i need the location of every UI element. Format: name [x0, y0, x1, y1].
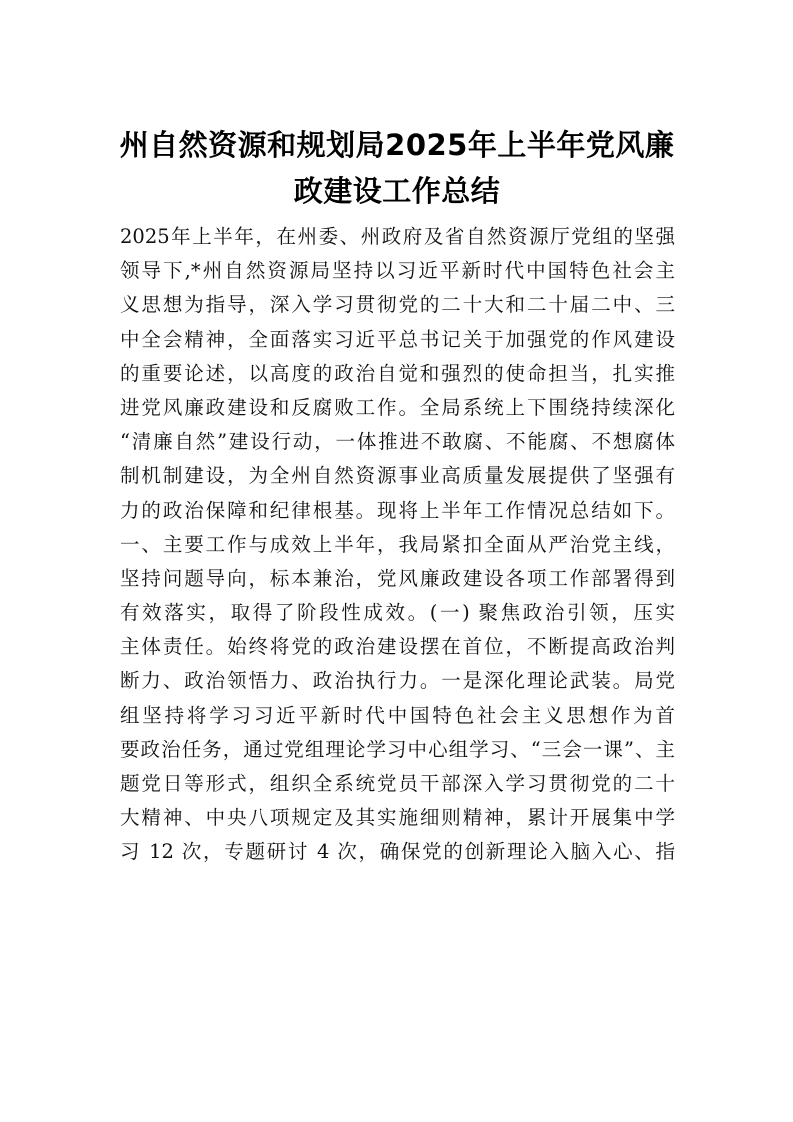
body-line: 一、主要工作与成效上半年，我局紧扣全面从严治党主线， — [120, 532, 675, 556]
body-line: “清廉自然”建设行动，一体推进不敢腐、不能腐、不想腐体 — [120, 430, 675, 454]
body-line: 要政治任务，通过党组理论学习中心组学习、“三会一课”、主 — [120, 737, 675, 761]
title-line-2: 政建设工作总结 — [293, 174, 501, 208]
body-line: 义思想为指导，深入学习贯彻党的二十大和二十届二中、三 — [120, 293, 675, 317]
body-line: 力的政治保障和纪律根基。现将上半年工作情况总结如下。 — [120, 498, 675, 522]
body-line: 2025年上半年，在州委、州政府及省自然资源厅党组的坚强 — [120, 225, 675, 248]
body-line: 坚持问题导向，标本兼治，党风廉政建设各项工作部署得到 — [120, 566, 675, 590]
body-line: 的重要论述，以高度的政治自觉和强烈的使命担当，扎实推 — [120, 361, 675, 385]
body-line: 断力、政治领悟力、政治执行力。一是深化理论武装。局党 — [120, 669, 675, 693]
body-line: 题党日等形式，组织全系统党员干部深入学习贯彻党的二十 — [120, 772, 675, 795]
document-body — [120, 220, 675, 870]
body-line: 中全会精神，全面落实习近平总书记关于加强党的作风建设 — [120, 327, 675, 351]
body-line: 主体责任。始终将党的政治建设摆在首位，不断提高政治判 — [120, 635, 675, 659]
body-line: 领导下,*州自然资源局坚持以习近平新时代中国特色社会主 — [120, 259, 675, 283]
body-line: 有效落实，取得了阶段性成效。(一) 聚焦政治引领，压实 — [120, 601, 675, 625]
document-title — [100, 122, 694, 214]
body-line: 进党风廉政建设和反腐败工作。全局系统上下围绕持续深化 — [120, 395, 675, 419]
body-line: 制机制建设，为全州自然资源事业高质量发展提供了坚强有 — [120, 464, 675, 488]
body-line: 组坚持将学习习近平新时代中国特色社会主义思想作为首 — [120, 703, 675, 727]
body-line: 习 12 次，专题研讨 4 次，确保党的创新理论入脑入心、指 — [120, 840, 675, 864]
title-line-1: 州自然资源和规划局2025年上半年党风廉 — [119, 128, 675, 162]
body-line: 大精神、中央八项规定及其实施细则精神，累计开展集中学 — [120, 806, 675, 830]
